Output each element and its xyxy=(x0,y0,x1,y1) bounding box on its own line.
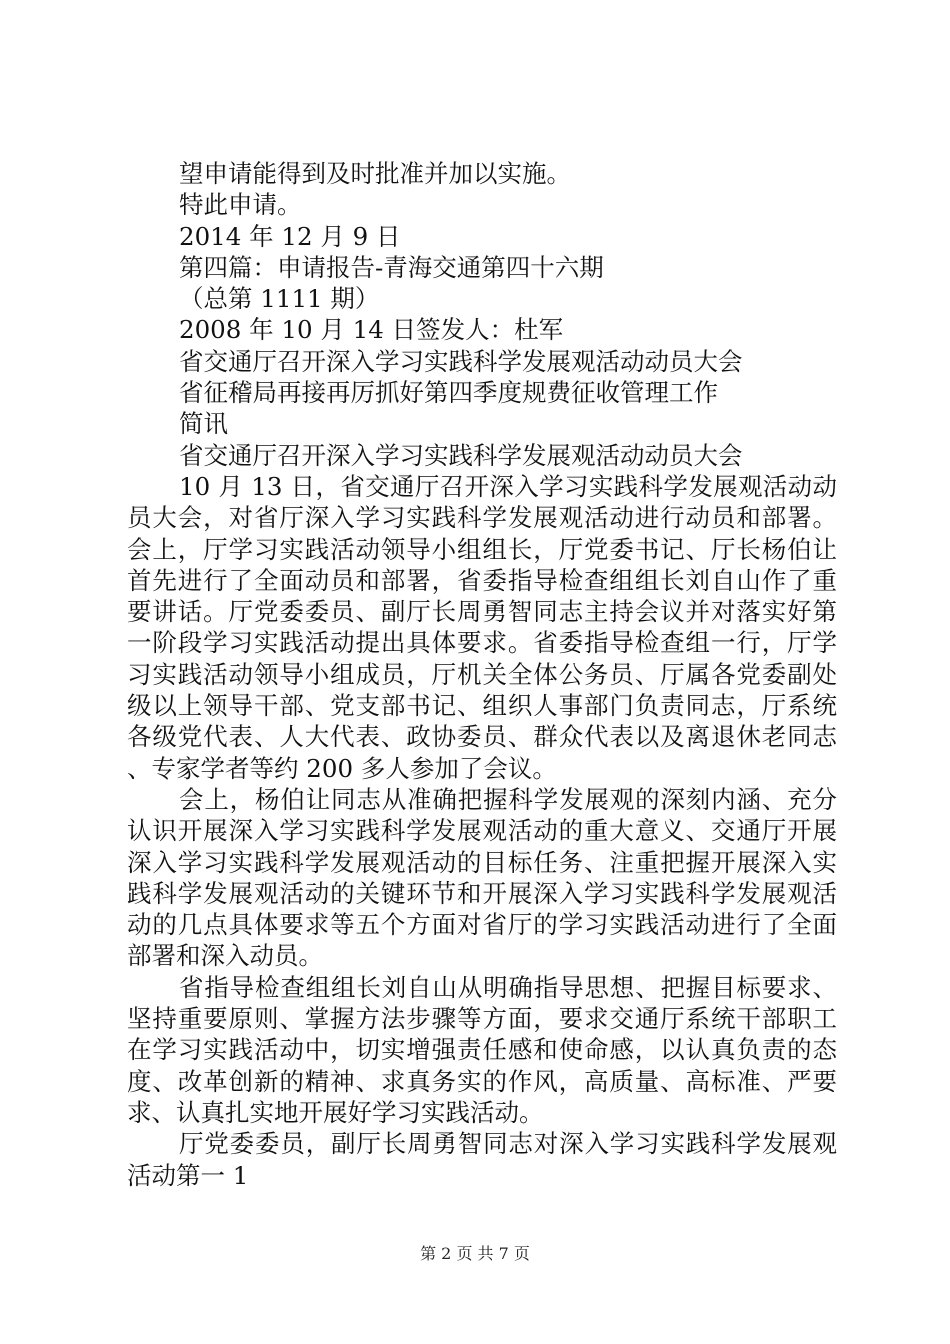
toc-item: 省征稽局再接再厉抓好第四季度规费征收管理工作 xyxy=(179,378,718,408)
text-line: 特此申请。 xyxy=(179,190,302,220)
article-title: 省交通厅召开深入学习实践科学发展观活动动员大会 xyxy=(179,440,743,470)
section-label: 简讯 xyxy=(179,409,228,439)
body-paragraph: 会上，杨伯让同志从准确把握科学发展观的深刻内涵、充分认识开展深入学习实践科学发展观活动的重大意义、交通厅开展深入学习实践科学发展观活动的目标任务、注重把握开展深入实践科学发展观活动的关键环节和开展深入学习实践科学发展观活动的几点具体要求等五个方面对省厅的学习实践活动进行了全面部署和深入动员。 xyxy=(127,784,837,971)
body-paragraph: 省指导检查组组长刘自山从明确指导思想、把握目标要求、坚持重要原则、掌握方法步骤等方面，要求交通厅系统干部职工在学习实践活动中，切实增强责任感和使命感，以认真负责的态度、改革创新的精神、求真务实的作风，高质量、高标准、严要求、认真扎实地开展好学习实践活动。 xyxy=(127,972,837,1127)
page-footer: 第 2 页 共 7 页 xyxy=(420,1244,530,1263)
issue-date-signer: 2008 年 10 月 14 日签发人：杜军 xyxy=(179,315,564,345)
date-line: 2014 年 12 月 9 日 xyxy=(179,221,401,251)
document-body xyxy=(127,158,837,1191)
text-line: 望申请能得到及时批准并加以实施。 xyxy=(179,159,571,188)
toc-item: 省交通厅召开深入学习实践科学发展观活动动员大会 xyxy=(179,346,743,376)
body-paragraph: 10 月 13 日，省交通厅召开深入学习实践科学发展观活动动员大会，对省厅深入学习实践科学发展观活动进行动员和部署。会上，厅学习实践活动领导小组组长，厅党委书记、厅长杨伯让首先进行了全面动员和部署，省委指导检查组组长刘自山作了重要讲话。厅党委委员、副厅长周勇智同志主持会议并对落实好第一阶段学习实践活动提出具体要求。省委指导检查组一行，厅学习实践活动领导小组成员，厅机关全体公务员、厅属各党委副处级以上领导干部、党支部书记、组织人事部门负责同志，厅系统各级党代表、人大代表、政协委员、群众代表以及离退休老同志、专家学者等约 200 多人参加了会议。 xyxy=(127,471,837,783)
body-paragraph: 厅党委委员，副厅长周勇智同志对深入学习实践科学发展观活动第一 1 xyxy=(127,1129,837,1190)
section-title: 第四篇：申请报告-青海交通第四十六期 xyxy=(179,252,604,282)
issue-number: （总第 1111 期） xyxy=(179,284,380,314)
